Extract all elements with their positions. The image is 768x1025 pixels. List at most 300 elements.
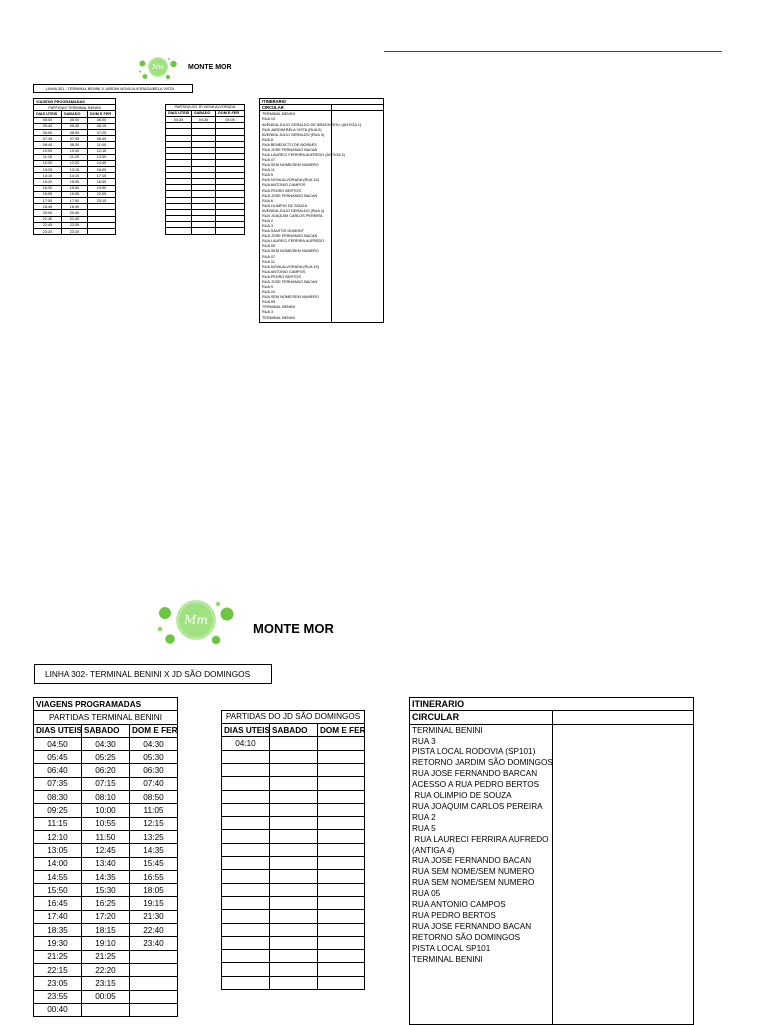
time-cell: 13:40 [82, 857, 130, 870]
monte-mor-logo-icon [156, 596, 240, 648]
time-cell: 07:45 [34, 136, 62, 142]
time-cell: 14:10 [62, 173, 88, 179]
time-cell [318, 910, 365, 923]
time-cell [270, 896, 318, 909]
time-cell: 12:15 [130, 817, 178, 830]
itinerary-type-blank [553, 711, 694, 724]
time-cell [222, 763, 270, 776]
itinerary-cell [260, 111, 362, 322]
itinerary-item: RUA 9 [262, 285, 273, 290]
time-cell [270, 870, 318, 883]
time-cell [222, 843, 270, 856]
time-cell [222, 936, 270, 949]
column-header: DIAS UTEIS [222, 724, 270, 737]
itinerary-item: RUA JARDIM BELA VISTA (RUA 5) [262, 127, 322, 132]
time-cell [222, 790, 270, 803]
time-cell [222, 777, 270, 790]
column-header: DOM E FER [318, 724, 365, 737]
table-row [34, 857, 178, 870]
time-cell [222, 750, 270, 763]
section-title: VIAGENS PROGRAMADAS [34, 698, 178, 711]
table-row [34, 777, 178, 790]
table-row [34, 844, 178, 857]
time-cell: 05:45 [62, 123, 88, 129]
column-header: DIAS UTEIS [34, 111, 62, 117]
line-title: LINHA 302- TERMINAL BENINI X JD SÃO DOMINGOS [34, 664, 272, 684]
time-cell: 15:45 [130, 857, 178, 870]
itinerary-item: RUA OLIMPIO DE SOUZA [262, 203, 308, 208]
itinerary-item: RUA 10 [262, 290, 276, 295]
time-cell [270, 857, 318, 870]
time-cell [270, 830, 318, 843]
itinerary-list [412, 726, 686, 966]
time-cell: 12:15 [88, 148, 116, 154]
time-cell [270, 843, 318, 856]
table-row [34, 764, 178, 777]
time-cell: 09:25 [34, 804, 82, 817]
time-cell: 17:50 [62, 198, 88, 204]
table-row [34, 977, 178, 990]
table-row [222, 976, 365, 989]
itinerary-item: RUA OLIMPIO DE SOUZA [412, 791, 512, 801]
time-cell: 05:40 [34, 123, 62, 129]
time-cell [318, 950, 365, 963]
time-cell: 15:50 [62, 185, 88, 191]
itinerary-item: RUA LAURECI FERRIRA AUFREDO [262, 239, 325, 244]
time-cell: 07:45 [62, 136, 88, 142]
column-header: SABADO [62, 111, 88, 117]
time-cell [270, 950, 318, 963]
time-cell [318, 857, 365, 870]
time-cell [270, 750, 318, 763]
section-title: VIAGENS PROGRAMADAS [34, 99, 116, 105]
time-cell: 06:30 [130, 764, 178, 777]
time-cell [318, 923, 365, 936]
table-row [34, 228, 116, 234]
time-cell [318, 790, 365, 803]
time-cell [318, 777, 365, 790]
table-row [222, 763, 365, 776]
column-header: DIAS UTEIS [166, 110, 192, 116]
line-title: LINHA 301 - TERMINAL BENINI X JARDIM NOVA ALVORADA/BELA VISTA [33, 84, 193, 93]
itinerary-item: RETORNO SÃO DOMINGOS [412, 932, 521, 942]
itinerary-item: AVENIDA JULIO GERALDO DE BRAGHIROLI (ANTIGA 1) [262, 122, 362, 127]
itinerary-item: RUA 11 [262, 259, 275, 264]
company-name: MONTE MOR [253, 621, 334, 636]
column-header: DIAS UTEIS [34, 724, 82, 737]
time-cell: 21:40 [62, 216, 88, 222]
itinerary-item: RUA NOVA ALVORADA (RUA 15) [262, 264, 319, 269]
table-row [34, 791, 178, 804]
time-cell: 12:20 [34, 160, 62, 166]
time-cell [318, 803, 365, 816]
time-cell: 00:40 [34, 1003, 82, 1016]
time-cell: 18:05 [130, 884, 178, 897]
time-cell [222, 857, 270, 870]
column-header: DOM E FER [88, 111, 116, 117]
time-cell [318, 750, 365, 763]
svg-text:Mm: Mm [152, 64, 164, 71]
itinerary-item: RUA SEM NOME/SEM NUMERO [412, 878, 535, 888]
itinerary-item: RUA JOSE FERNANDO BACAN [412, 921, 532, 931]
time-cell [318, 737, 365, 750]
time-cell: 23:20 [62, 228, 88, 234]
itinerary-item: RUA PEDRO BERTOS [262, 274, 301, 279]
table-row [34, 897, 178, 910]
time-cell: 22:40 [130, 924, 178, 937]
time-cell: 15:30 [82, 884, 130, 897]
itinerary-item: RUA SEM NOME/SEM NUMERO [262, 249, 319, 254]
time-cell: 23:20 [34, 228, 62, 234]
time-cell [166, 228, 192, 234]
time-cell: 20:05 [34, 210, 62, 216]
time-cell [222, 950, 270, 963]
time-cell: 15:50 [34, 884, 82, 897]
time-cell: 08:40 [34, 142, 62, 148]
column-header: SABADO [270, 724, 318, 737]
time-cell: 07:35 [34, 777, 82, 790]
time-cell [318, 976, 365, 989]
timetable-return [165, 98, 245, 235]
time-cell [318, 817, 365, 830]
time-cell [270, 976, 318, 989]
itinerary-item: RUA 05 [262, 300, 276, 305]
column-header: DOM E FER [216, 110, 245, 116]
time-cell: 23:40 [130, 937, 178, 950]
timetable-terminal-benini [33, 98, 116, 235]
time-cell [270, 936, 318, 949]
time-cell [270, 763, 318, 776]
time-cell: 22:45 [34, 222, 62, 228]
table-row [222, 843, 365, 856]
table-row [222, 803, 365, 816]
column-header: SABADO [192, 110, 216, 116]
departures-header: PARTIDAS DO JD SÃO DOMINGOS [222, 710, 365, 723]
table-row [34, 950, 178, 963]
departures-header: PARTIDA DO JD NOVA ALVORADA [166, 104, 245, 110]
itinerary-item: AVENIDA JULIO GERALDO (RUA 4) [262, 208, 325, 213]
table-row [34, 937, 178, 950]
time-cell: 04:30 [130, 737, 178, 750]
table-row [34, 751, 178, 764]
table-row [222, 870, 365, 883]
time-cell: 22:20 [82, 963, 130, 976]
time-cell: 13:05 [34, 844, 82, 857]
table-row [34, 737, 178, 750]
time-cell: 21:25 [34, 950, 82, 963]
time-cell: 16:25 [82, 897, 130, 910]
time-cell [222, 883, 270, 896]
time-cell: 17:50 [34, 198, 62, 204]
itinerary-item: TERMINAL BENINI [262, 112, 295, 117]
table-row [222, 923, 365, 936]
time-cell: 18:45 [34, 204, 62, 210]
time-cell: 16:55 [62, 191, 88, 197]
time-cell: 04:30 [82, 737, 130, 750]
time-cell: 21:40 [34, 216, 62, 222]
itinerary-item: RUA ANTONIO CAMPOS [262, 183, 306, 188]
itinerary-item: RUA NOVA ALVORADA (RUA 15) [262, 178, 319, 183]
time-cell: 18:15 [82, 924, 130, 937]
time-cell: 08:30 [34, 791, 82, 804]
itinerary-title: ITINERARIO [410, 698, 694, 711]
time-cell: 20:45 [62, 210, 88, 216]
itinerary-type: CIRCULAR [260, 105, 332, 111]
itinerary-item: ACESSO A RUA PEDRO BERTOS [412, 780, 540, 790]
time-cell [270, 790, 318, 803]
time-cell [222, 976, 270, 989]
header-rule [384, 51, 722, 52]
itinerary-item: RUA JOAQUIM CARLOS PEREIRA [262, 213, 323, 218]
time-cell: 23:15 [82, 977, 130, 990]
time-cell: 14:35 [82, 870, 130, 883]
itinerary-item: RUA 5 [262, 173, 273, 178]
time-cell [130, 950, 178, 963]
time-cell: 11:05 [130, 804, 178, 817]
itinerary-item: RUA 3 [262, 310, 273, 315]
time-cell [222, 963, 270, 976]
timetable-return [221, 697, 365, 990]
time-cell: 06:50 [62, 129, 88, 135]
time-cell: 15:20 [34, 179, 62, 185]
time-cell [318, 896, 365, 909]
column-header: DOM E FER [130, 724, 178, 737]
itinerary-item: RUA 05 [412, 889, 441, 899]
time-cell: 17:20 [82, 910, 130, 923]
time-cell [270, 923, 318, 936]
time-cell: 21:25 [82, 950, 130, 963]
time-cell: 14:10 [34, 173, 62, 179]
time-cell: 04:10 [222, 737, 270, 750]
time-cell [88, 228, 116, 234]
itinerary-item: RUA BENEDICTO DE MORAES [262, 142, 317, 147]
itinerary-table [259, 98, 384, 323]
time-cell: 16:00 [34, 185, 62, 191]
table-row [222, 790, 365, 803]
time-cell: 16:45 [34, 897, 82, 910]
time-cell: 23:05 [34, 977, 82, 990]
time-cell: 11:50 [82, 830, 130, 843]
time-cell: 04:35 [192, 117, 216, 123]
time-cell: 19:10 [82, 937, 130, 950]
itinerary-item: RUA SEM NOME/SEM NUMERO [262, 295, 319, 300]
timetable-terminal-benini [33, 697, 178, 1017]
time-cell [222, 910, 270, 923]
itinerary-item: RUA JOSE FERNANDO BARCAN [412, 769, 538, 779]
time-cell: 16:00 [88, 167, 116, 173]
column-header: SABADO [82, 724, 130, 737]
table-row [222, 950, 365, 963]
time-cell: 08:50 [130, 791, 178, 804]
time-cell: 05:45 [34, 751, 82, 764]
itinerary-title: ITINERARIO [260, 99, 384, 105]
time-cell: 13:30 [88, 154, 116, 160]
time-cell: 06:20 [82, 764, 130, 777]
time-cell: 15:05 [62, 179, 88, 185]
time-cell: 04:35 [166, 117, 192, 123]
table-row [34, 884, 178, 897]
itinerary-item: PISTA LOCAL SP101 [412, 943, 491, 953]
spacer-row [222, 697, 365, 710]
table-row [34, 870, 178, 883]
itinerary-item: RUA LAURECI FERRIRA AUFREDO (ANTIGA 4) [262, 153, 345, 157]
time-cell: 06:40 [34, 764, 82, 777]
itinerary-item: RUA 8 [262, 137, 273, 142]
time-cell: 05:00 [62, 117, 88, 123]
monte-mor-logo-icon [138, 54, 180, 82]
time-cell: 14:00 [34, 857, 82, 870]
time-cell: 16:55 [130, 870, 178, 883]
time-cell: 06:50 [34, 129, 62, 135]
time-cell: 06:00 [88, 117, 116, 123]
time-cell: 22:15 [34, 963, 82, 976]
time-cell: 05:05 [216, 117, 245, 123]
itinerary-item: RETORNO JARDIM SÃO DOMINGOS [412, 758, 553, 768]
time-cell: 10:55 [82, 817, 130, 830]
time-cell: 19:30 [34, 937, 82, 950]
time-cell [222, 817, 270, 830]
time-cell: 00:05 [82, 990, 130, 1003]
time-cell [318, 883, 365, 896]
itinerary-item: RUA JOSE FERNANDO BACAN [412, 856, 532, 866]
itinerary-item: RUA 3 [262, 224, 273, 229]
time-cell [130, 977, 178, 990]
table-row [222, 737, 365, 750]
time-cell: 14:35 [130, 844, 178, 857]
itinerary-item: RUA 3 [412, 736, 436, 746]
itinerary-item: TERMINAL BENINI [262, 315, 295, 320]
time-cell [222, 830, 270, 843]
time-cell [270, 910, 318, 923]
table-row [34, 910, 178, 923]
table-row [34, 924, 178, 937]
itinerary-item: RUA 07 [262, 254, 276, 259]
company-name: MONTE MOR [188, 64, 232, 71]
time-cell: 07:40 [130, 777, 178, 790]
table-row [34, 990, 178, 1003]
time-cell: 17:40 [34, 910, 82, 923]
time-cell [318, 830, 365, 843]
itinerary-list [262, 112, 376, 320]
itinerary-item: TERMINAL BENINI [412, 954, 483, 964]
time-cell [192, 228, 216, 234]
time-cell [318, 936, 365, 949]
table-row [222, 896, 365, 909]
time-cell: 13:15 [62, 167, 88, 173]
time-cell: 08:30 [62, 142, 88, 148]
time-cell: 19:50 [88, 185, 116, 191]
time-cell [130, 1003, 178, 1016]
table-row [166, 228, 245, 234]
time-cell: 16:55 [34, 191, 62, 197]
itinerary-item: RUA PEDRO BERTOS [412, 911, 496, 920]
table-row [222, 883, 365, 896]
table-row [222, 830, 365, 843]
svg-text:Mm: Mm [184, 613, 208, 627]
time-cell: 22:55 [62, 222, 88, 228]
itinerary-item: RUA 05 [262, 244, 276, 249]
departures-header: PARTIDAS TERMINAL BENINI [34, 105, 116, 111]
time-cell: 10:40 [62, 148, 88, 154]
time-cell: 18:35 [34, 924, 82, 937]
table-row [34, 830, 178, 843]
itinerary-item: RUA SANTOS DUMONT [262, 229, 305, 234]
itinerary-item: (ANTIGA 4) [412, 845, 455, 855]
time-cell: 06:15 [88, 123, 116, 129]
time-cell: 04:50 [34, 737, 82, 750]
time-cell: 08:40 [88, 136, 116, 142]
itinerary-item: RUA 5 [412, 823, 436, 833]
time-cell: 12:45 [82, 844, 130, 857]
itinerary-item: TERMINAL BENINI [412, 725, 483, 735]
time-cell [318, 763, 365, 776]
time-cell [222, 896, 270, 909]
itinerary-item: RUA JOSE FERNANDO BACAN [262, 193, 318, 198]
itinerary-item: RUA SEM NOME/SEM NUMERO [262, 163, 319, 168]
itinerary-item: RUA 07 [262, 158, 276, 163]
time-cell [270, 817, 318, 830]
itinerary-item: RUA 6 [262, 198, 273, 203]
time-cell: 11:25 [62, 154, 88, 160]
time-cell: 05:25 [82, 751, 130, 764]
time-cell [222, 803, 270, 816]
time-cell: 10:00 [82, 804, 130, 817]
time-cell: 23:15 [88, 198, 116, 204]
time-cell [270, 737, 318, 750]
time-cell: 12:20 [62, 160, 88, 166]
table-row [222, 936, 365, 949]
time-cell: 14:45 [88, 160, 116, 166]
time-cell [130, 963, 178, 976]
time-cell: 10:00 [34, 148, 62, 154]
departures-header: PARTIDAS TERMINAL BENINI [34, 711, 178, 724]
table-row [222, 963, 365, 976]
time-cell [318, 963, 365, 976]
itinerary-item: RUA SEM NOME/SEM NUMERO [412, 867, 535, 877]
time-cell [318, 843, 365, 856]
table-row [34, 1003, 178, 1016]
itinerary-item: PISTA LOCAL RODOVIA (SP101) [412, 747, 536, 757]
time-cell: 18:45 [62, 204, 88, 210]
itinerary-item: RUA JOSE FERNANDO BACAN [262, 234, 318, 239]
time-cell [270, 883, 318, 896]
time-cell: 11:25 [34, 154, 62, 160]
itinerary-table [409, 697, 694, 1025]
itinerary-item: RUA 2 [262, 219, 273, 224]
time-cell: 18:30 [88, 179, 116, 185]
time-cell: 23:55 [34, 990, 82, 1003]
time-cell: 13:25 [130, 830, 178, 843]
time-cell [222, 870, 270, 883]
time-cell: 08:10 [82, 791, 130, 804]
time-cell: 05:30 [130, 751, 178, 764]
time-cell [270, 777, 318, 790]
table-row [222, 750, 365, 763]
table-row [222, 910, 365, 923]
itinerary-item: AVENIDA JULIO GERALDO (RUA 4) [262, 132, 325, 137]
table-row [34, 817, 178, 830]
itinerary-item: RUA PEDRO BERTOS [262, 188, 301, 193]
itinerary-item: RUA ANTONIO CAMPOS [262, 269, 306, 274]
itinerary-type: CIRCULAR [410, 711, 553, 724]
itinerary-item: RUA LAURECI FERRIRA AUFREDO [412, 834, 549, 844]
itinerary-item: RUA 11 [262, 168, 275, 173]
itinerary-item: RUA 10 [262, 117, 276, 122]
table-row [222, 817, 365, 830]
time-cell [222, 923, 270, 936]
time-cell: 13:25 [34, 167, 62, 173]
table-row [34, 963, 178, 976]
